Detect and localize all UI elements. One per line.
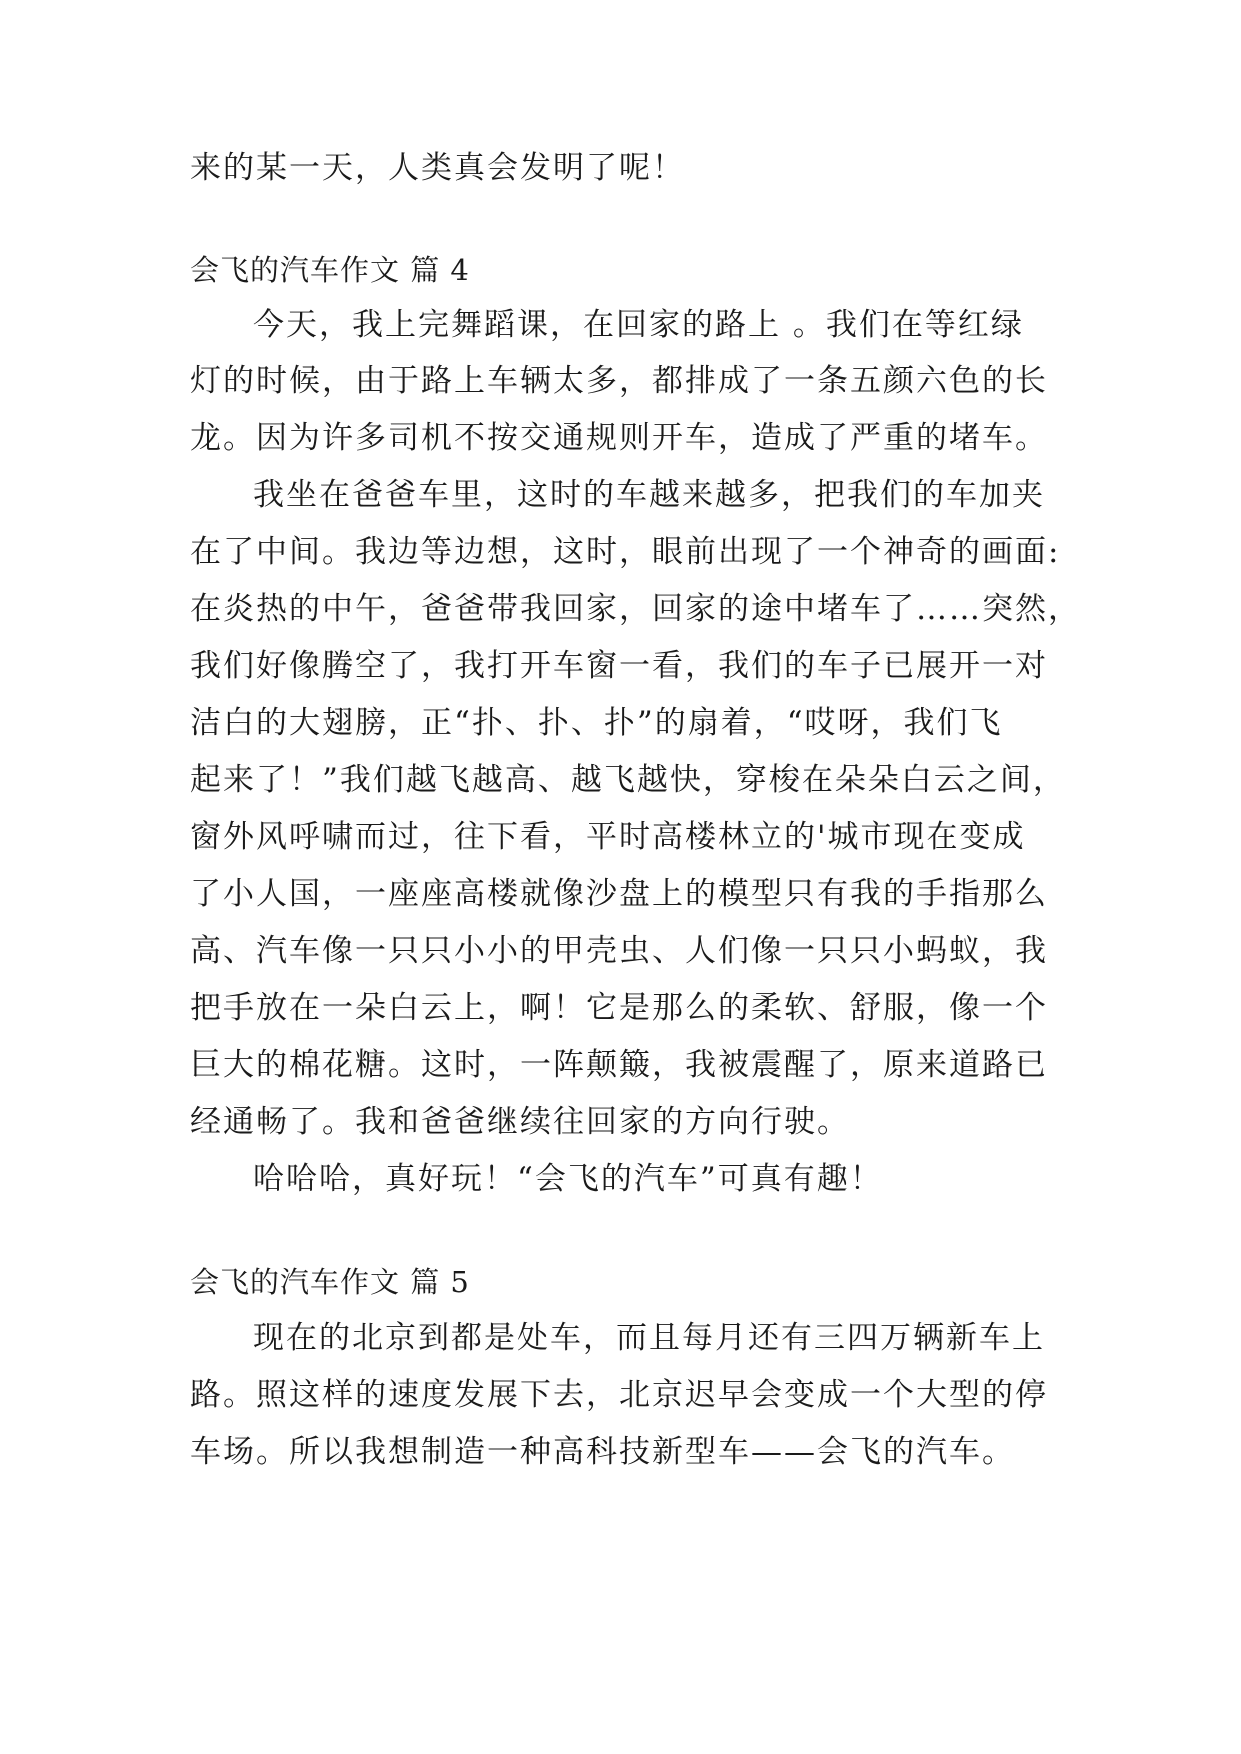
section-4-paragraph-2-line-10: 把手放在一朵白云上，啊！它是那么的柔软、舒服，像一个 bbox=[190, 990, 1048, 1026]
section-4-paragraph-2-line-12: 经通畅了。我和爸爸继续往回家的方向行驶。 bbox=[190, 1104, 850, 1140]
section-4-paragraph-2-line-11: 巨大的棉花糖。这时，一阵颠簸，我被震醒了，原来道路已 bbox=[190, 1047, 1048, 1083]
section-5-paragraph-1-line-2: 路。照这样的速度发展下去，北京迟早会变成一个大型的停 bbox=[190, 1377, 1048, 1413]
section-4-paragraph-2-line-2: 在了中间。我边等边想，这时，眼前出现了一个神奇的画面: bbox=[190, 534, 1061, 570]
carryover-line: 来的某一天，人类真会发明了呢！ bbox=[190, 150, 685, 186]
section-4-paragraph-2-line-6: 起来了！”我们越飞越高、越飞越快，穿梭在朵朵白云之间， bbox=[190, 762, 1066, 798]
section-4-paragraph-1-line-3: 龙。因为许多司机不按交通规则开车，造成了严重的堵车。 bbox=[190, 420, 1048, 456]
section-5-heading: 会飞的汽车作文 篇 5 bbox=[190, 1265, 470, 1299]
section-5-paragraph-1-line-1: 现在的北京到都是处车，而且每月还有三四万辆新车上 bbox=[253, 1320, 1045, 1356]
section-4-paragraph-1-line-2: 灯的时候，由于路上车辆太多，都排成了一条五颜六色的长 bbox=[190, 363, 1048, 399]
section-4-paragraph-2-line-9: 高、汽车像一只只小小的甲壳虫、人们像一只只小蚂蚁，我 bbox=[190, 933, 1048, 969]
section-4-paragraph-2-line-3: 在炎热的中午，爸爸带我回家，回家的途中堵车了……突然， bbox=[190, 591, 1081, 627]
section-5-paragraph-1-line-3: 车场。所以我想制造一种高科技新型车——会飞的汽车。 bbox=[190, 1434, 1015, 1470]
section-4-heading: 会飞的汽车作文 篇 4 bbox=[190, 253, 470, 287]
section-4-paragraph-2-line-5: 洁白的大翅膀，正“扑、扑、扑”的扇着，“哎呀，我们飞 bbox=[190, 705, 1003, 741]
section-4-paragraph-2-line-8: 了小人国，一座座高楼就像沙盘上的模型只有我的手指那么 bbox=[190, 876, 1048, 912]
section-4-paragraph-3-line-1: 哈哈哈，真好玩！“会飞的汽车”可真有趣！ bbox=[253, 1161, 883, 1197]
section-4-paragraph-2-line-1: 我坐在爸爸车里，这时的车越来越多，把我们的车加夹 bbox=[253, 477, 1045, 513]
section-4-paragraph-2-line-7: 窗外风呼啸而过，往下看，平时高楼林立的'城市现在变成 bbox=[190, 819, 1026, 855]
section-4-paragraph-2-line-4: 我们好像腾空了，我打开车窗一看，我们的车子已展开一对 bbox=[190, 648, 1048, 684]
section-4-paragraph-1-line-1: 今天，我上完舞蹈课，在回家的路上 。我们在等红绿 bbox=[253, 307, 1024, 343]
